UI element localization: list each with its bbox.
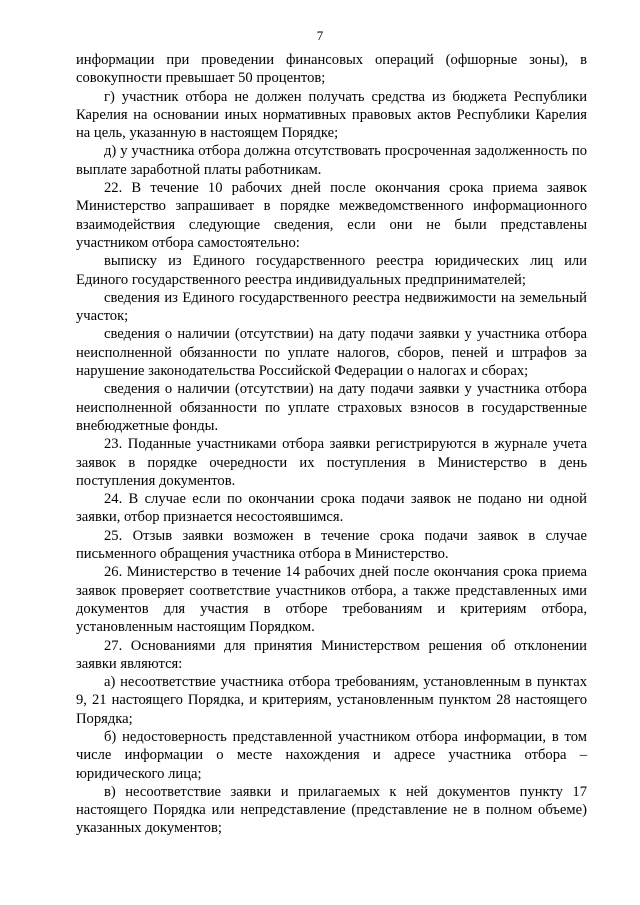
- paragraph: г) участник отбора не должен получать средства из бюджета Республики Карелия на основании иных нормативных правовых актов Республики Карелия на цель, указанную в настоящем Порядке;: [76, 88, 587, 142]
- paragraph: б) недостоверность представленной участником отбора информации, в том числе информации о месте нахождения и адресе участника отбора – юридического лица;: [76, 728, 587, 782]
- paragraph: сведения о наличии (отсутствии) на дату подачи заявки у участника отбора неисполненной обязанности по уплате налогов, сборов, пеней и штрафов за нарушение законодательства Российской Федерации о налогах и сборах;: [76, 326, 587, 380]
- paragraph: 25. Отзыв заявки возможен в течение срока подачи заявок в случае письменного обращения участника отбора в Министерство.: [76, 527, 587, 563]
- paragraph: д) у участника отбора должна отсутствовать просроченная задолженность по выплате заработной платы работникам.: [76, 143, 587, 178]
- paragraph: 24. В случае если по окончании срока подачи заявок не подано ни одной заявки, отбор признается несостоявшимся.: [76, 491, 587, 526]
- paragraph: 23. Поданные участниками отбора заявки регистрируются в журнале учета заявок в порядке очередности их поступления в Министерство в день поступления документов.: [76, 436, 587, 489]
- page-number: 7: [316, 28, 324, 43]
- paragraph: сведения из Единого государственного реестра недвижимости на земельный участок;: [76, 289, 587, 325]
- paragraph: информации при проведении финансовых операций (офшорные зоны), в совокупности превышает 50 процентов;: [76, 52, 587, 87]
- paragraph: 27. Основаниями для принятия Министерством решения об отклонении заявки являются:: [76, 637, 587, 672]
- paragraph: а) несоответствие участника отбора требованиям, установленным в пунктах 9, 21 настоящего Порядка, и критериям, установленным пунктом 28 настоящего Порядка;: [76, 674, 587, 727]
- paragraph: в) несоответствие заявки и прилагаемых к ней документов пункту 17 настоящего Порядка или непредставление (представление не в полном объеме) указанных документов;: [76, 783, 587, 837]
- paragraph: сведения о наличии (отсутствии) на дату подачи заявки у участника отбора неисполненной обязанности по уплате страховых взносов в государственные внебюджетные фонды.: [76, 381, 587, 434]
- paragraph: 26. Министерство в течение 14 рабочих дней после окончания срока приема заявок проверяет соответствие участников отбора, а также представленных ими документов для участия в отборе требованиям и критериям отбора, установленным настоящим Порядком.: [76, 564, 587, 636]
- paragraph: 22. В течение 10 рабочих дней после окончания срока приема заявок Министерство запрашивает в порядке межведомственного информационного взаимодействия следующие сведения, если они не были представлены участником отбора самостоятельно:: [76, 180, 587, 251]
- document-body: [76, 51, 587, 838]
- paragraph: выписку из Единого государственного реестра юридических лиц или Единого государственного реестра индивидуальных предпринимателей;: [76, 253, 587, 288]
